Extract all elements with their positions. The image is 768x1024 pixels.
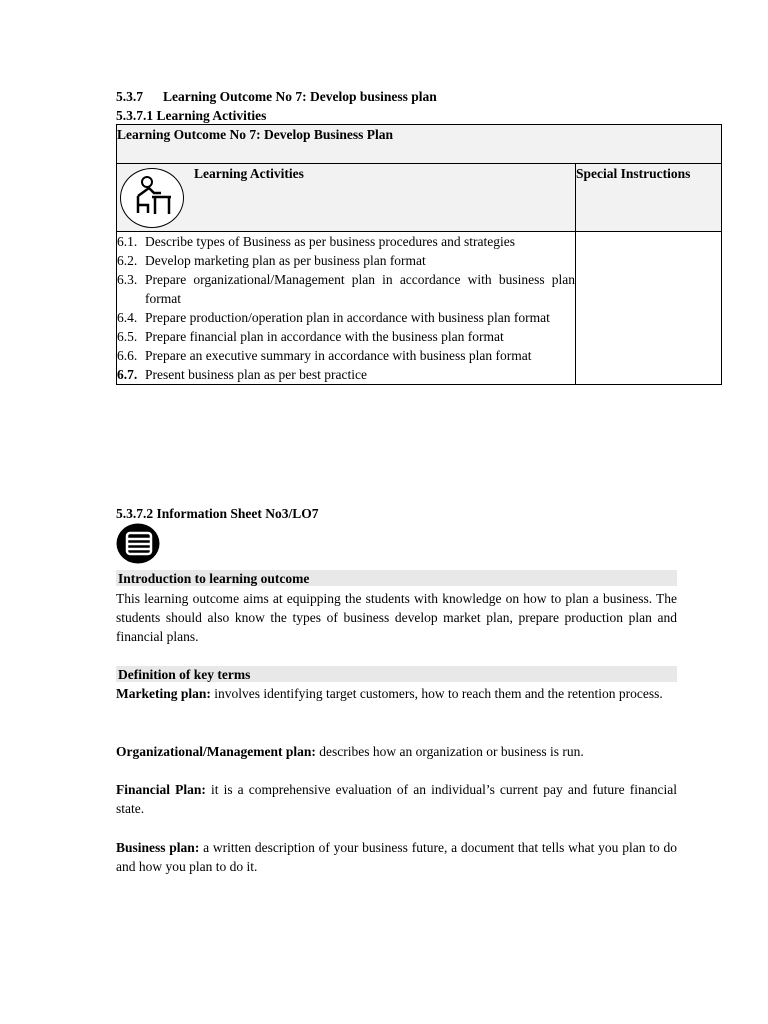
table-title-row — [117, 125, 722, 164]
intro-title: Introduction to learning outcome — [116, 570, 677, 586]
information-sheet-heading: 5.3.7.2 Information Sheet No3/LO7 — [116, 506, 319, 521]
section-title: Learning Outcome No 7: Develop business plan — [163, 89, 437, 104]
list-item: 6.6. Prepare an executive summary in accordance with business plan format — [117, 348, 532, 363]
list-item: 6.4. Prepare production/operation plan in accordance with business plan format — [117, 310, 550, 325]
section-number: 5.3.7 — [116, 89, 143, 104]
special-instructions-cell — [576, 232, 722, 385]
definitions-title: Definition of key terms — [116, 666, 677, 682]
table-header-row — [117, 164, 722, 232]
activities-header-cell — [117, 164, 576, 232]
table-title: Learning Outcome No 7: Develop Business Plan — [117, 125, 722, 164]
activities-cell — [117, 232, 576, 385]
definition-business-plan: Business plan: a written description of your business future, a document that tells what you plan to do and how you plan to do it. — [116, 840, 677, 874]
activities-list — [117, 232, 575, 384]
list-item: 6.2. Develop marketing plan as per business plan format — [117, 253, 426, 268]
definition-financial-plan: Financial Plan: it is a comprehensive evaluation of an individual’s current pay and future financial state. — [116, 782, 677, 816]
definition-management-plan: Organizational/Management plan: describes how an organization or business is run. — [116, 744, 584, 759]
column-header-special-instructions: Special Instructions — [576, 164, 722, 232]
list-item: 6.1. Describe types of Business as per business procedures and strategies — [117, 234, 516, 249]
definition-marketing-plan: Marketing plan: involves identifying target customers, how to reach them and the retention process. — [116, 686, 663, 701]
intro-text: This learning outcome aims at equipping the students with knowledge on how to plan a business. The students should also know the types of business develop market plan, prepare production plan and financial plans. — [116, 591, 677, 644]
section-heading — [116, 87, 437, 106]
list-item: 6.7. Present business plan as per best practice — [117, 367, 367, 382]
activities-row — [117, 232, 722, 385]
learning-activities-table — [116, 124, 722, 385]
subsection-heading: 5.3.7.1 Learning Activities — [116, 108, 267, 123]
column-header-learning-activities: Learning Activities — [194, 166, 304, 181]
information-sheet-icon — [116, 523, 160, 564]
person-at-desk-icon — [120, 168, 184, 228]
list-item: 6.3. Prepare organizational/Management plan in accordance with business plan format — [117, 272, 575, 306]
list-item: 6.5. Prepare financial plan in accordance with the business plan format — [117, 329, 504, 344]
